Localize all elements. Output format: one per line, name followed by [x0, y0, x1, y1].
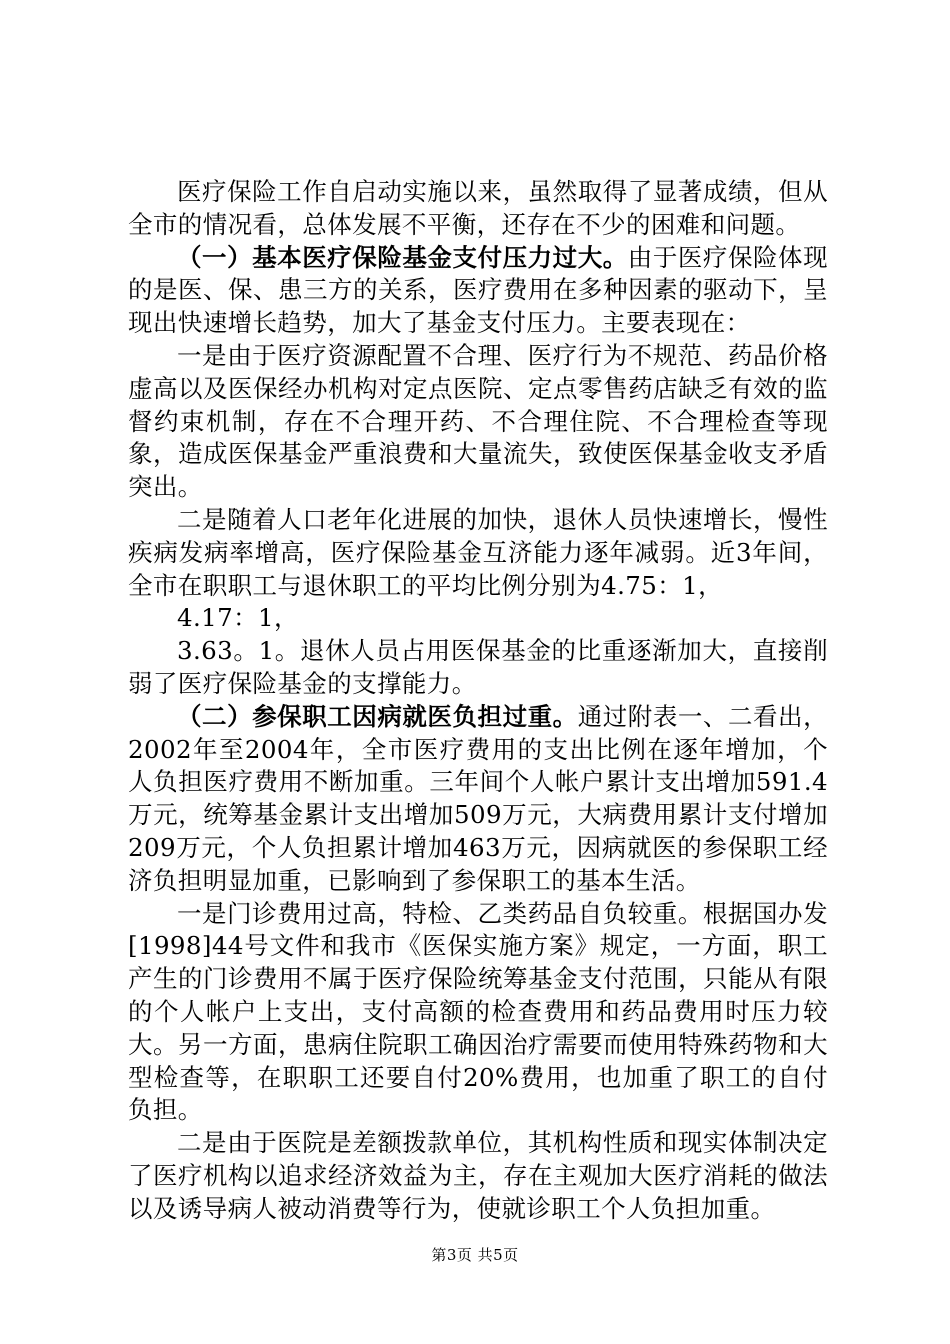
- page-number-footer: 第3页 共5页: [431, 1246, 519, 1264]
- section-heading-two: （二）参保职工因病就医负担过重。: [177, 701, 578, 731]
- paragraph-ratio-continued: 3.63。1。退休人员占用医保基金的比重逐渐加大，直接削弱了医疗保险基金的支撑能力。: [128, 636, 828, 698]
- section-two-text: 通过附表一、二看出，2002年至2004年，全市医疗费用的支出比例在逐年增加，个人负担医疗费用不断加重。三年间个人帐户累计支出增加591.4万元，统筹基金累计支出增加509万元，大病费用累计支付增加209万元，个人负担累计增加463万元，因病就医的参保职工经济负担明显加重，已影响到了参保职工的基本生活。: [128, 701, 828, 895]
- paragraph-section-one: [128, 242, 828, 340]
- paragraph-intro: 医疗保险工作自启动实施以来，虽然取得了显著成绩，但从全市的情况看，总体发展不平衡，还存在不少的困难和问题。: [128, 177, 828, 239]
- paragraph-point-two: 二是随着人口老年化进展的加快，退休人员快速增长，慢性疾病发病率增高，医疗保险基金互济能力逐年减弱。近3年间，全市在职职工与退休职工的平均比例分别为4.75：1，: [128, 504, 828, 600]
- paragraph-outpatient: 一是门诊费用过高，特检、乙类药品自负较重。根据国办发[1998]44号文件和我市《医保实施方案》规定，一方面，职工产生的门诊费用不属于医疗保险统筹基金支付范围，只能从有限的个人帐户上支出，支付高额的检查费用和药品费用时压力较大。另一方面，患病住院职工确因治疗需要而使用特殊药物和大型检查等，在职职工还要自付20%费用，也加重了职工的自付负担。: [128, 898, 828, 1125]
- paragraph-point-one: 一是由于医疗资源配置不合理、医疗行为不规范、药品价格虚高以及医保经办机构对定点医院、定点零售药店缺乏有效的监督约束机制，存在不合理开药、不合理住院、不合理检查等现象，造成医保基金严重浪费和大量流失，致使医保基金收支矛盾突出。: [128, 340, 828, 502]
- section-heading-one: （一）基本医疗保险基金支付压力过大。: [177, 242, 628, 272]
- document-body: [128, 176, 828, 1226]
- paragraph-hospital: 二是由于医院是差额拨款单位，其机构性质和现实体制决定了医疗机构以追求经济效益为主，存在主观加大医疗消耗的做法以及诱导病人被动消费等行为，使就诊职工个人负担加重。: [128, 1128, 828, 1223]
- paragraph-section-two: [128, 701, 828, 898]
- paragraph-ratio-line: 4.17：1，: [177, 603, 299, 633]
- section-one-text: 由于医疗保险体现的是医、保、患三方的关系，医疗费用在多种因素的驱动下，呈现出快速增长趋势，加大了基金支付压力。主要表现在：: [128, 242, 829, 338]
